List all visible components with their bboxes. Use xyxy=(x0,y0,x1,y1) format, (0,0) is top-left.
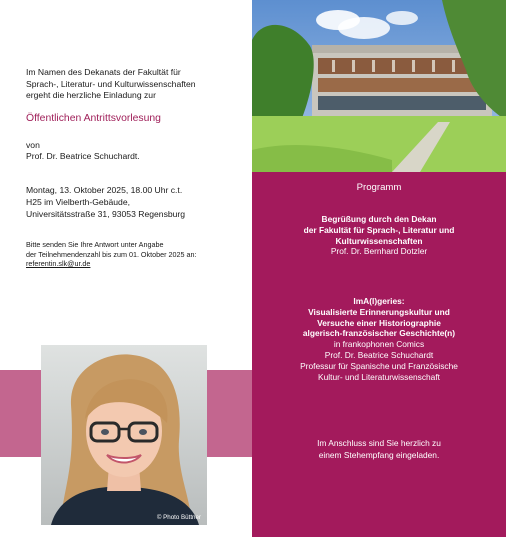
speaker-name: Prof. Dr. Beatrice Schuchardt. xyxy=(26,151,140,161)
rsvp-line: Bitte senden Sie Ihre Antwort unter Angabe xyxy=(26,240,164,249)
greeting-line: der Fakultät für Sprach-, Literatur und xyxy=(303,224,455,235)
portrait-illustration xyxy=(41,345,207,525)
lecture-speaker: Prof. Dr. Beatrice Schuchardt xyxy=(324,349,434,360)
campus-building-photo xyxy=(252,0,506,172)
von-label: von xyxy=(26,140,40,150)
event-date: Montag, 13. Oktober 2025, 18.00 Uhr c.t. xyxy=(26,185,183,195)
event-details xyxy=(26,185,251,220)
lecture-title: Öffentlichen Antrittsvorlesung xyxy=(26,113,161,124)
speaker-portrait xyxy=(41,345,207,525)
rsvp-line: der Teilnehmendenzahl bis zum 01. Oktober 2025 an: xyxy=(26,249,197,259)
program-lecture xyxy=(262,296,496,382)
lecture-line: Versuche einer Historiographie xyxy=(317,317,441,328)
program-closing xyxy=(262,438,496,461)
rsvp-email-link[interactable]: referentin.slk@ur.de xyxy=(26,259,91,269)
lecture-line: ImA(l)geries: xyxy=(353,296,405,306)
lecture-line: algerisch-französischer Geschichte(n) xyxy=(302,328,456,339)
program-greeting xyxy=(262,214,496,257)
intro-line: ergeht die herzliche Einladung zur xyxy=(26,90,156,101)
building-illustration xyxy=(252,0,506,172)
lecture-line: in frankophonen Comics xyxy=(333,339,425,350)
event-room: H25 im Vielberth-Gebäude, xyxy=(26,196,130,207)
rsvp-text xyxy=(26,240,251,269)
program-panel xyxy=(252,172,506,537)
intro-line: Sprach-, Literatur- und Kulturwissenschaften xyxy=(26,78,196,89)
greeting-line: Kulturwissenschaften xyxy=(335,235,423,246)
lecture-role: Professur für Spanische und Französische xyxy=(300,360,458,371)
event-address: Universitätsstraße 31, 93053 Regensburg xyxy=(26,208,186,219)
photo-credit: © Photo Büttner xyxy=(156,514,201,521)
lecture-role: Kultur- und Literaturwissenschaft xyxy=(318,371,440,382)
greeting-line: Begrüßung durch den Dekan xyxy=(321,214,437,224)
closing-line: einem Stehempfang eingeladen. xyxy=(318,449,440,460)
lecture-line: Visualisierte Erinnerungskultur und xyxy=(308,306,450,317)
intro-text xyxy=(26,67,246,102)
greeting-speaker: Prof. Dr. Bernhard Dotzler xyxy=(330,246,428,257)
closing-line: Im Anschluss sind Sie herzlich zu xyxy=(317,438,441,448)
invitation-right-panel xyxy=(252,0,506,537)
program-heading: Programm xyxy=(356,182,402,193)
intro-line: Im Namen des Dekanats der Fakultät für xyxy=(26,67,181,77)
